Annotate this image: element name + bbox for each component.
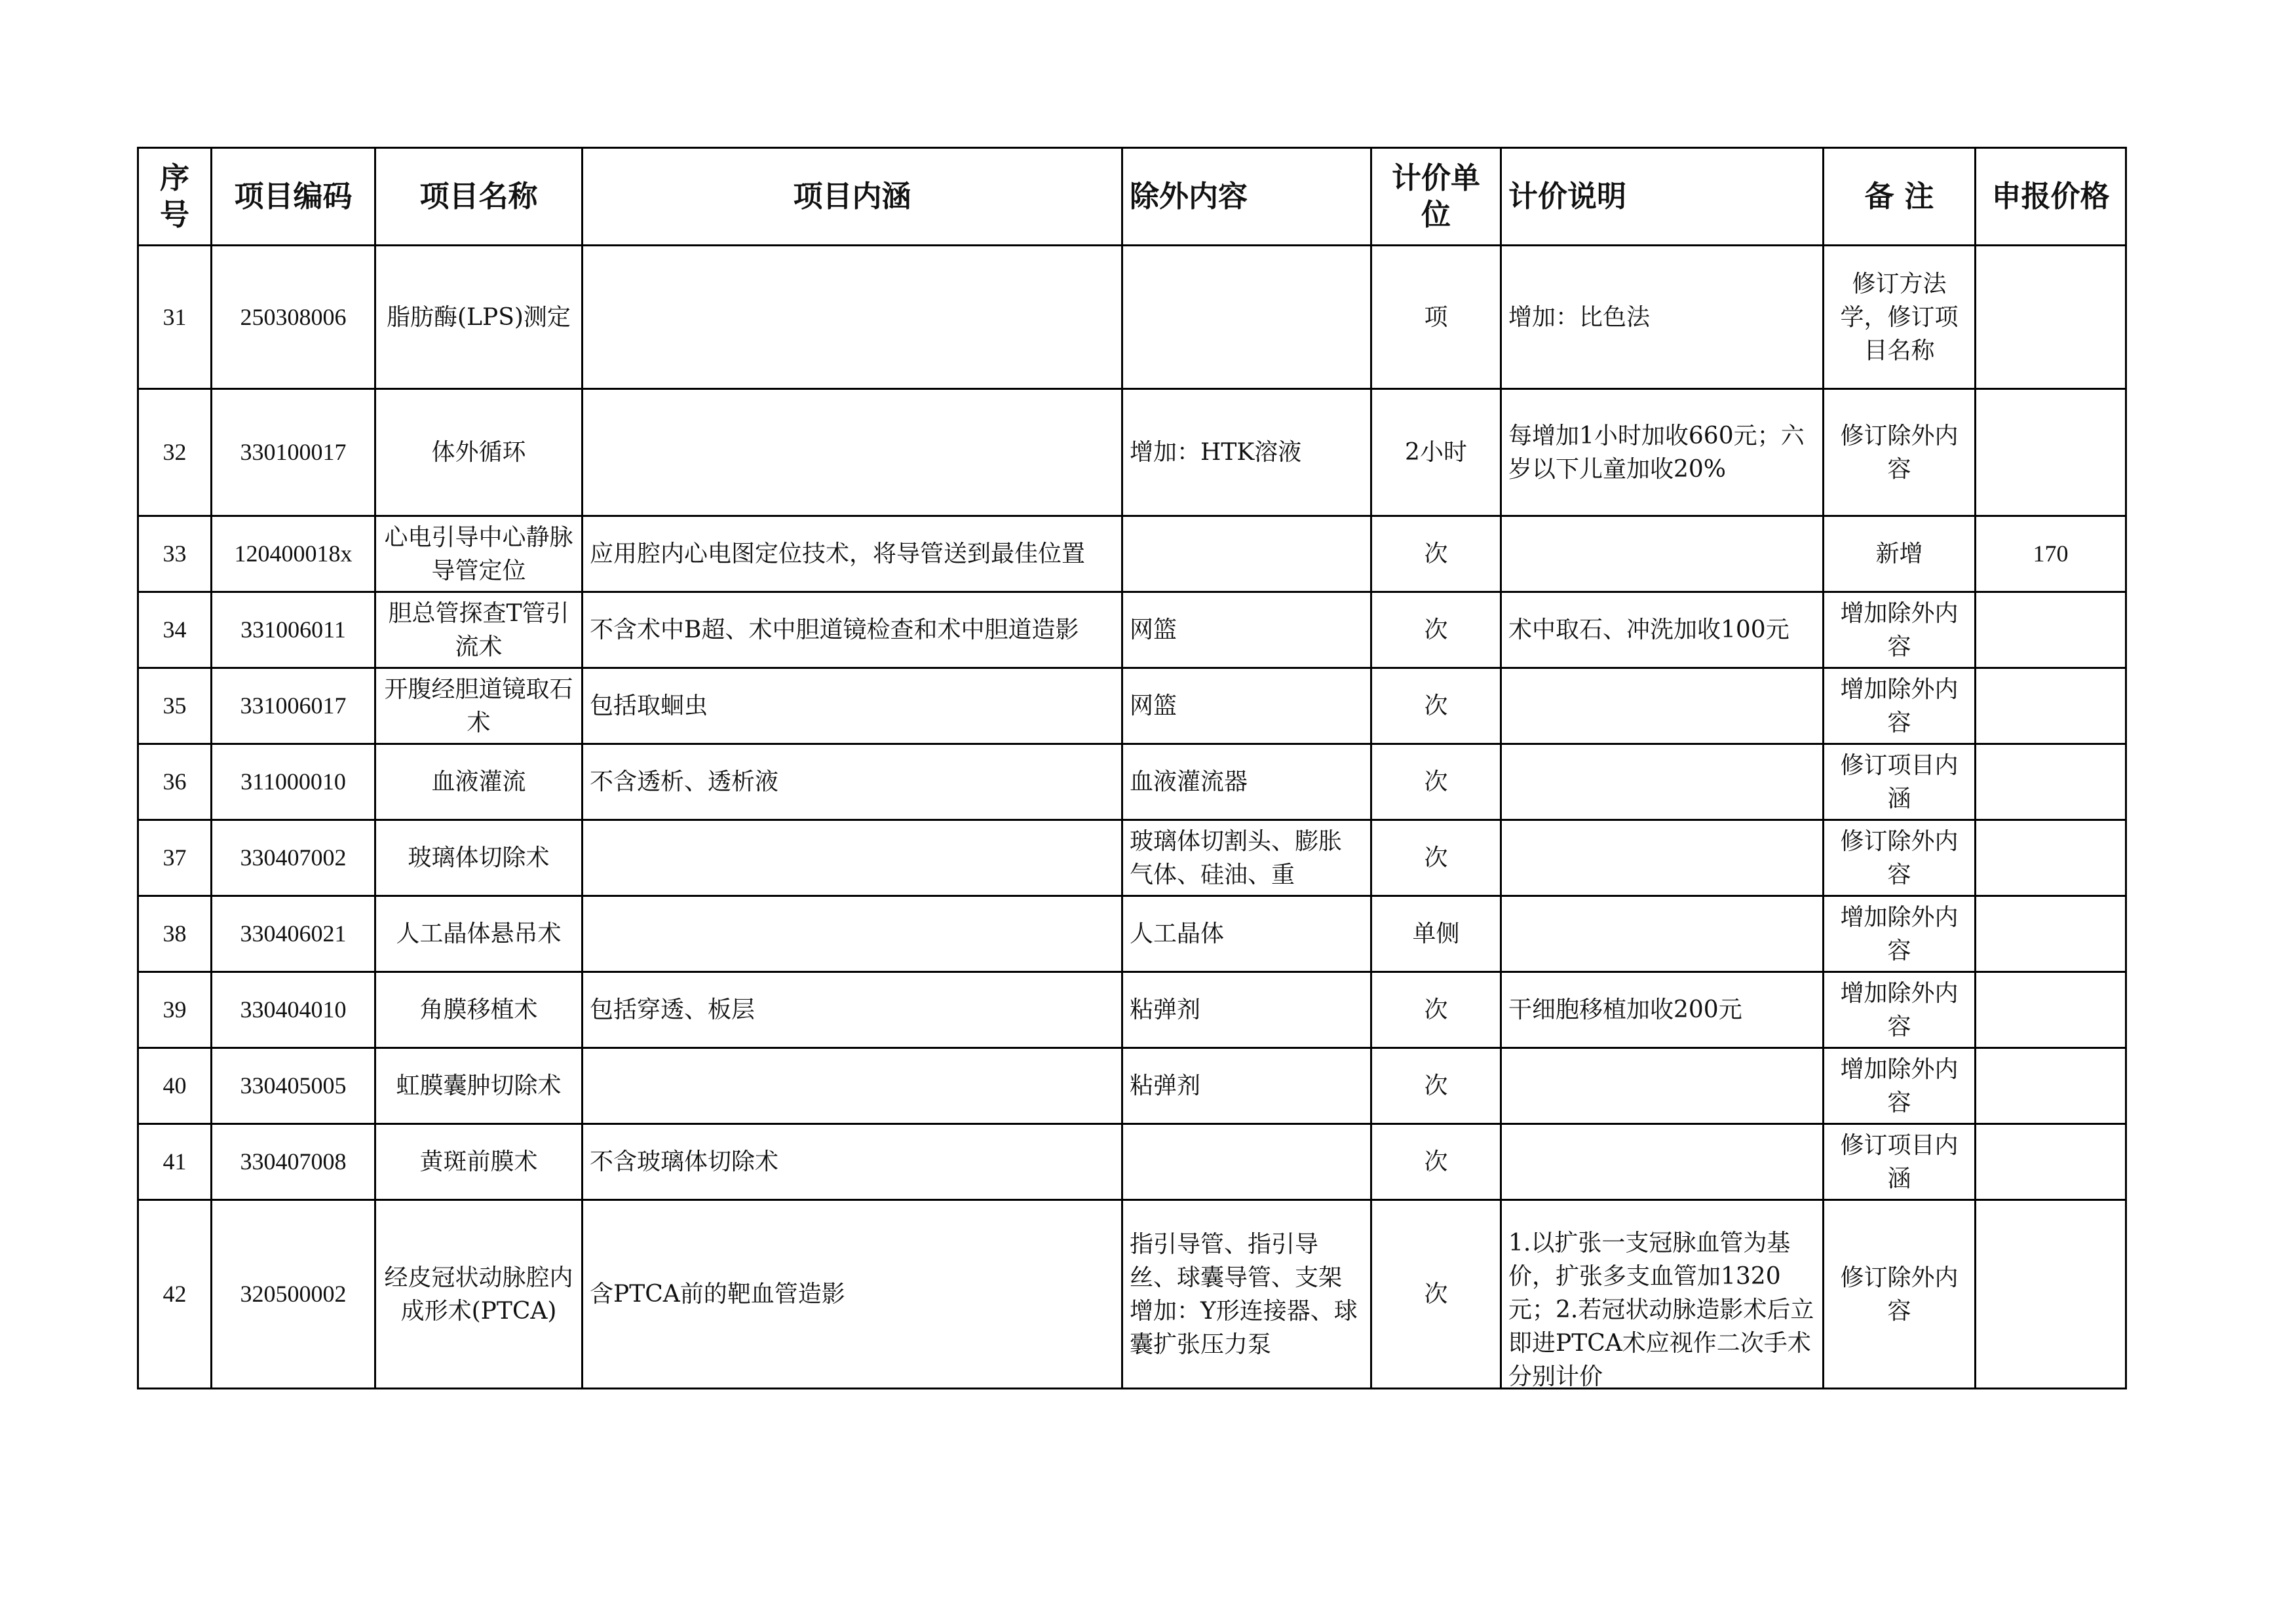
header-note: 计价说明 xyxy=(1501,148,1824,246)
cell-remark-text: 修订除外内容 xyxy=(1840,1264,1959,1325)
cell-code-text: 331006011 xyxy=(240,616,346,643)
cell-content xyxy=(583,516,1122,592)
cell-excluded xyxy=(1122,592,1371,668)
cell-content xyxy=(583,820,1122,896)
cell-name-text: 玻璃体切除术 xyxy=(408,844,550,871)
cell-remark xyxy=(1824,972,1976,1048)
cell-note-text: 每增加1小时加收660元；六岁以下儿童加收20% xyxy=(1508,422,1805,483)
cell-seq xyxy=(138,896,212,972)
fee-table xyxy=(137,147,2127,1389)
cell-name xyxy=(375,820,583,896)
header-row xyxy=(138,148,2126,246)
cell-excluded xyxy=(1122,972,1371,1048)
cell-excluded xyxy=(1122,389,1371,516)
table-row xyxy=(138,744,2126,820)
cell-unit-text: 单侧 xyxy=(1412,920,1460,947)
cell-seq xyxy=(138,820,212,896)
cell-unit xyxy=(1371,246,1501,389)
cell-name xyxy=(375,1048,583,1124)
cell-unit xyxy=(1371,668,1501,744)
cell-price xyxy=(1976,246,2126,389)
cell-seq-text: 41 xyxy=(163,1148,187,1175)
table-row xyxy=(138,668,2126,744)
cell-remark-text: 修订项目内涵 xyxy=(1840,1131,1959,1192)
cell-seq-text: 38 xyxy=(163,920,187,947)
cell-price xyxy=(1976,592,2126,668)
cell-code xyxy=(212,1200,375,1389)
cell-seq-text: 31 xyxy=(163,303,187,330)
cell-seq-text: 32 xyxy=(163,439,187,465)
cell-code xyxy=(212,389,375,516)
cell-code xyxy=(212,896,375,972)
cell-seq xyxy=(138,1048,212,1124)
cell-excluded-text: 增加：HTK溶液 xyxy=(1130,439,1302,466)
cell-code xyxy=(212,744,375,820)
cell-content xyxy=(583,592,1122,668)
cell-excluded xyxy=(1122,246,1371,389)
cell-content xyxy=(583,972,1122,1048)
cell-excluded xyxy=(1122,744,1371,820)
cell-remark xyxy=(1824,744,1976,820)
cell-name xyxy=(375,1124,583,1200)
cell-remark-text: 修订除外内容 xyxy=(1840,827,1959,888)
cell-seq xyxy=(138,516,212,592)
cell-code-text: 330407002 xyxy=(240,844,347,871)
cell-price xyxy=(1976,516,2126,592)
cell-name xyxy=(375,896,583,972)
cell-remark xyxy=(1824,1200,1976,1389)
cell-name xyxy=(375,1200,583,1389)
cell-note-text: 增加：比色法 xyxy=(1508,303,1651,331)
cell-unit xyxy=(1371,389,1501,516)
cell-remark-text: 新增 xyxy=(1875,540,1923,567)
cell-excluded-text: 网篮 xyxy=(1130,616,1177,643)
cell-name-text: 黄斑前膜术 xyxy=(419,1148,538,1175)
cell-remark xyxy=(1824,516,1976,592)
cell-price xyxy=(1976,1124,2126,1200)
cell-note xyxy=(1501,592,1824,668)
cell-code-text: 330406021 xyxy=(240,920,347,947)
cell-content-text: 包括取蛔虫 xyxy=(590,692,708,719)
cell-price xyxy=(1976,896,2126,972)
cell-name-text: 胆总管探查T管引流术 xyxy=(388,599,569,660)
cell-excluded-text: 网篮 xyxy=(1130,692,1177,719)
cell-note xyxy=(1501,516,1824,592)
cell-code xyxy=(212,246,375,389)
cell-excluded xyxy=(1122,896,1371,972)
cell-content-text: 包括穿透、板层 xyxy=(590,996,756,1023)
cell-unit xyxy=(1371,516,1501,592)
table-row xyxy=(138,820,2126,896)
cell-excluded-text: 人工晶体 xyxy=(1130,920,1225,947)
cell-note xyxy=(1501,246,1824,389)
cell-note xyxy=(1501,1200,1824,1389)
cell-remark xyxy=(1824,1048,1976,1124)
cell-seq xyxy=(138,744,212,820)
cell-seq-text: 36 xyxy=(163,768,187,795)
cell-seq-text: 34 xyxy=(163,616,187,643)
cell-name xyxy=(375,389,583,516)
cell-seq xyxy=(138,1200,212,1389)
cell-seq xyxy=(138,592,212,668)
table-row xyxy=(138,592,2126,668)
cell-code xyxy=(212,668,375,744)
cell-excluded xyxy=(1122,668,1371,744)
cell-unit-text: 次 xyxy=(1424,844,1448,871)
cell-price xyxy=(1976,744,2126,820)
table-row xyxy=(138,972,2126,1048)
cell-unit-text: 次 xyxy=(1424,540,1448,567)
cell-content xyxy=(583,389,1122,516)
cell-name-text: 脂肪酶(LPS)测定 xyxy=(387,303,571,331)
cell-name-text: 人工晶体悬吊术 xyxy=(396,920,562,947)
cell-name-text: 虹膜囊肿切除术 xyxy=(396,1072,562,1099)
cell-remark xyxy=(1824,820,1976,896)
cell-unit xyxy=(1371,1200,1501,1389)
cell-content-text: 含PTCA前的靶血管造影 xyxy=(590,1281,845,1308)
cell-name xyxy=(375,744,583,820)
cell-seq xyxy=(138,246,212,389)
cell-remark xyxy=(1824,389,1976,516)
cell-name-text: 经皮冠状动脉腔内成形术(PTCA) xyxy=(384,1264,573,1325)
cell-name xyxy=(375,668,583,744)
cell-code-text: 120400018x xyxy=(234,540,353,567)
cell-excluded-text: 血液灌流器 xyxy=(1130,768,1248,795)
cell-note xyxy=(1501,972,1824,1048)
table-row xyxy=(138,389,2126,516)
cell-code xyxy=(212,1048,375,1124)
header-unit: 计价单位 xyxy=(1371,148,1501,246)
cell-name-text: 血液灌流 xyxy=(431,768,526,795)
cell-name xyxy=(375,972,583,1048)
cell-content xyxy=(583,1124,1122,1200)
cell-content xyxy=(583,1200,1122,1389)
cell-price xyxy=(1976,1200,2126,1389)
cell-content xyxy=(583,1048,1122,1124)
cell-remark-text: 修订项目内涵 xyxy=(1840,751,1959,812)
table-row xyxy=(138,896,2126,972)
cell-note xyxy=(1501,896,1824,972)
cell-remark-text: 修订方法学，修订项目名称 xyxy=(1840,270,1959,364)
cell-code xyxy=(212,972,375,1048)
cell-unit-text: 次 xyxy=(1424,616,1448,643)
cell-unit xyxy=(1371,972,1501,1048)
table-row xyxy=(138,246,2126,389)
cell-price xyxy=(1976,1048,2126,1124)
cell-note xyxy=(1501,1048,1824,1124)
cell-seq xyxy=(138,1124,212,1200)
cell-remark xyxy=(1824,246,1976,389)
cell-remark-text: 增加除外内容 xyxy=(1840,1055,1959,1116)
cell-code-text: 330407008 xyxy=(240,1148,347,1175)
cell-content xyxy=(583,668,1122,744)
cell-note xyxy=(1501,744,1824,820)
cell-note xyxy=(1501,820,1824,896)
table-row xyxy=(138,516,2126,592)
cell-unit-text: 项 xyxy=(1424,303,1448,331)
cell-excluded-text: 粘弹剂 xyxy=(1130,1072,1201,1099)
cell-price xyxy=(1976,972,2126,1048)
cell-code-text: 331006017 xyxy=(240,692,347,719)
cell-content-text: 不含透析、透析液 xyxy=(590,768,779,795)
header-remark: 备 注 xyxy=(1824,148,1976,246)
cell-unit-text: 次 xyxy=(1424,1281,1448,1308)
cell-note xyxy=(1501,668,1824,744)
cell-unit-text: 次 xyxy=(1424,996,1448,1023)
cell-content xyxy=(583,246,1122,389)
cell-unit xyxy=(1371,820,1501,896)
cell-content-text: 应用腔内心电图定位技术，将导管送到最佳位置 xyxy=(590,540,1086,567)
cell-name-text: 体外循环 xyxy=(431,439,526,466)
cell-unit xyxy=(1371,592,1501,668)
cell-excluded xyxy=(1122,1200,1371,1389)
header-code: 项目编码 xyxy=(212,148,375,246)
cell-content-text: 不含玻璃体切除术 xyxy=(590,1148,779,1175)
cell-excluded xyxy=(1122,820,1371,896)
table-row xyxy=(138,1124,2126,1200)
cell-unit-text: 次 xyxy=(1424,1072,1448,1099)
cell-code xyxy=(212,516,375,592)
cell-code-text: 330405005 xyxy=(240,1072,347,1099)
cell-seq xyxy=(138,668,212,744)
cell-seq-text: 35 xyxy=(163,692,187,719)
cell-seq xyxy=(138,972,212,1048)
cell-content xyxy=(583,744,1122,820)
cell-price xyxy=(1976,389,2126,516)
cell-seq-text: 42 xyxy=(163,1281,187,1307)
cell-unit-text: 次 xyxy=(1424,692,1448,719)
cell-name xyxy=(375,246,583,389)
cell-remark-text: 增加除外内容 xyxy=(1840,903,1959,964)
cell-name xyxy=(375,516,583,592)
cell-excluded-text: 指引导管、指引导丝、球囊导管、支架增加：Y形连接器、球囊扩张压力泵 xyxy=(1130,1230,1358,1358)
cell-excluded xyxy=(1122,516,1371,592)
header-excluded: 除外内容 xyxy=(1122,148,1371,246)
cell-code-text: 330404010 xyxy=(240,996,347,1023)
cell-unit xyxy=(1371,1048,1501,1124)
cell-name xyxy=(375,592,583,668)
cell-seq-text: 33 xyxy=(163,540,187,567)
cell-note xyxy=(1501,1124,1824,1200)
cell-unit xyxy=(1371,1124,1501,1200)
cell-name-text: 心电引导中心静脉导管定位 xyxy=(384,523,573,584)
table-row xyxy=(138,1200,2126,1389)
cell-note-text: 1.以扩张一支冠脉血管为基价，扩张多支血管加1320元；2.若冠状动脉造影术后立即进PTCA术应视作二次手术分别计价 xyxy=(1508,1229,1814,1390)
cell-name-text: 开腹经胆道镜取石术 xyxy=(384,675,573,736)
cell-remark xyxy=(1824,592,1976,668)
cell-note xyxy=(1501,389,1824,516)
cell-excluded xyxy=(1122,1048,1371,1124)
cell-note-text: 干细胞移植加收200元 xyxy=(1508,996,1742,1023)
cell-remark xyxy=(1824,896,1976,972)
cell-seq-text: 37 xyxy=(163,844,187,871)
cell-code-text: 311000010 xyxy=(240,768,346,795)
cell-excluded-text: 玻璃体切割头、膨胀气体、硅油、重 xyxy=(1130,827,1343,888)
cell-price xyxy=(1976,668,2126,744)
cell-code-text: 330100017 xyxy=(240,439,347,465)
cell-code xyxy=(212,592,375,668)
cell-remark-text: 增加除外内容 xyxy=(1840,675,1959,736)
cell-remark-text: 增加除外内容 xyxy=(1840,979,1959,1040)
cell-seq-text: 39 xyxy=(163,996,187,1023)
cell-content-text: 不含术中B超、术中胆道镜检查和术中胆道造影 xyxy=(590,616,1079,643)
cell-excluded-text: 粘弹剂 xyxy=(1130,996,1201,1023)
header-name: 项目名称 xyxy=(375,148,583,246)
cell-price xyxy=(1976,820,2126,896)
cell-seq xyxy=(138,389,212,516)
header-seq: 序号 xyxy=(138,148,212,246)
cell-seq-text: 40 xyxy=(163,1072,187,1099)
cell-remark xyxy=(1824,1124,1976,1200)
cell-unit-text: 次 xyxy=(1424,1148,1448,1175)
cell-remark xyxy=(1824,668,1976,744)
cell-remark-text: 增加除外内容 xyxy=(1840,599,1959,660)
cell-name-text: 角膜移植术 xyxy=(419,996,538,1023)
cell-content xyxy=(583,896,1122,972)
cell-remark-text: 修订除外内容 xyxy=(1840,422,1959,483)
cell-code xyxy=(212,820,375,896)
cell-code-text: 250308006 xyxy=(240,303,347,330)
cell-price-text: 170 xyxy=(2033,540,2069,567)
cell-unit-text: 2小时 xyxy=(1405,439,1467,466)
table-row xyxy=(138,1048,2126,1124)
cell-code-text: 320500002 xyxy=(240,1281,347,1307)
cell-unit xyxy=(1371,744,1501,820)
cell-excluded xyxy=(1122,1124,1371,1200)
header-content: 项目内涵 xyxy=(583,148,1122,246)
cell-note-text: 术中取石、冲洗加收100元 xyxy=(1508,616,1789,643)
header-price: 申报价格 xyxy=(1976,148,2126,246)
cell-unit xyxy=(1371,896,1501,972)
cell-unit-text: 次 xyxy=(1424,768,1448,795)
cell-code xyxy=(212,1124,375,1200)
